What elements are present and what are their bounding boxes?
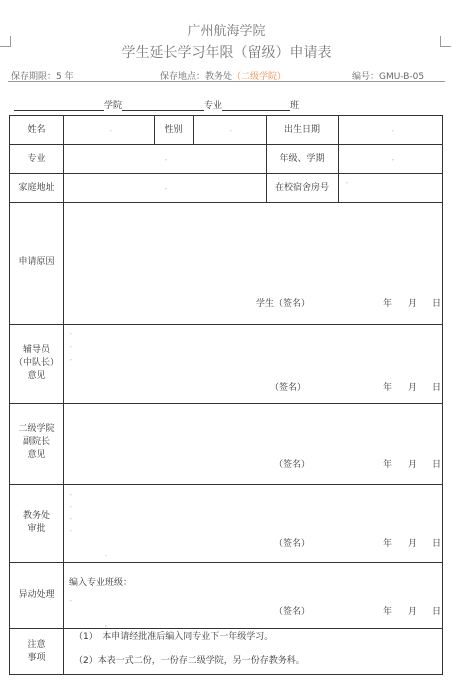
major-blank[interactable]	[122, 100, 204, 111]
month-label: 月	[408, 299, 418, 309]
birth-date-label: 出生日期	[283, 125, 320, 135]
retention-period: 保存期限：5 年	[11, 72, 74, 82]
dean-opinion-label: 二级学院 副院长 意见	[18, 424, 55, 460]
counselor-signature-label: （签名）	[270, 383, 307, 393]
major-label: 专业	[27, 154, 46, 164]
change-processing-label: 异动处理	[18, 590, 55, 600]
academic-office-approval-field[interactable]	[64, 485, 441, 561]
gender-label: 性别	[164, 125, 183, 135]
dean-opinion-field[interactable]	[64, 404, 441, 483]
student-signature-label: 学生（签名）	[256, 299, 311, 309]
dorm-room-field[interactable]	[339, 174, 441, 201]
grade-semester-field[interactable]	[339, 145, 441, 172]
name-field[interactable]	[64, 117, 153, 143]
assigned-class-label: 编入专业班级：	[69, 578, 133, 588]
application-form: 姓名 性别 出生日期 专业 年级、学期 家庭地址 在校宿舍房号 申请原因 学生（签名） 年 月 日 辅导员 （中队长） 意见 （签名） 年 月 日 二级学院 副院长 意见 （签名） 年 月 日 教务处 审批 （签名） 年 月 日 异动处理 编入专业班级： （签名） 年 月 日 注意 事项 （1） 本申请经批准后编入同专业下一年级学习。 （2）本表一式二份，一份存二级学院，另一份存教务科。 , , , , , , , , , , , , , , , , ,	[9, 115, 443, 675]
student-info-line: 学院 专业 班	[14, 98, 299, 111]
dorm-room-label: 在校宿舍房号	[274, 183, 329, 193]
birth-date-field[interactable]	[339, 117, 441, 143]
form-code: 编号：GMU-B-05	[352, 72, 425, 82]
form-title: 学生延长学习年限（留级）申请表	[121, 45, 332, 61]
academic-office-approval-label: 教务处 审批	[22, 511, 50, 534]
change-signature-label: （签名）	[274, 607, 311, 617]
reason-label: 申请原因	[18, 257, 55, 267]
school-name: 广州航海学院	[187, 24, 266, 39]
storage-location: 保存地点：教务处（二级学院）	[160, 72, 287, 82]
home-address-label: 家庭地址	[18, 183, 55, 193]
counselor-opinion-label: 辅导员 （中队长） 意见	[13, 345, 59, 381]
office-signature-label: （签名）	[274, 539, 311, 549]
year-label: 年	[383, 299, 393, 309]
location-highlight: （二级学院）	[232, 72, 287, 82]
notes-label: 注意 事项	[27, 640, 46, 663]
dean-signature-label: （签名）	[274, 460, 311, 470]
name-label: 姓名	[27, 125, 46, 135]
note-2: （2）本表一式二份，一份存二级学院，另一份存教务科。	[74, 656, 305, 666]
grade-semester-label: 年级、学期	[279, 154, 325, 164]
class-blank[interactable]	[222, 100, 290, 111]
college-blank[interactable]	[14, 100, 104, 111]
note-1: （1） 本申请经批准后编入同专业下一年级学习。	[74, 632, 274, 642]
header-divider	[8, 81, 445, 82]
day-label: 日	[432, 299, 442, 309]
